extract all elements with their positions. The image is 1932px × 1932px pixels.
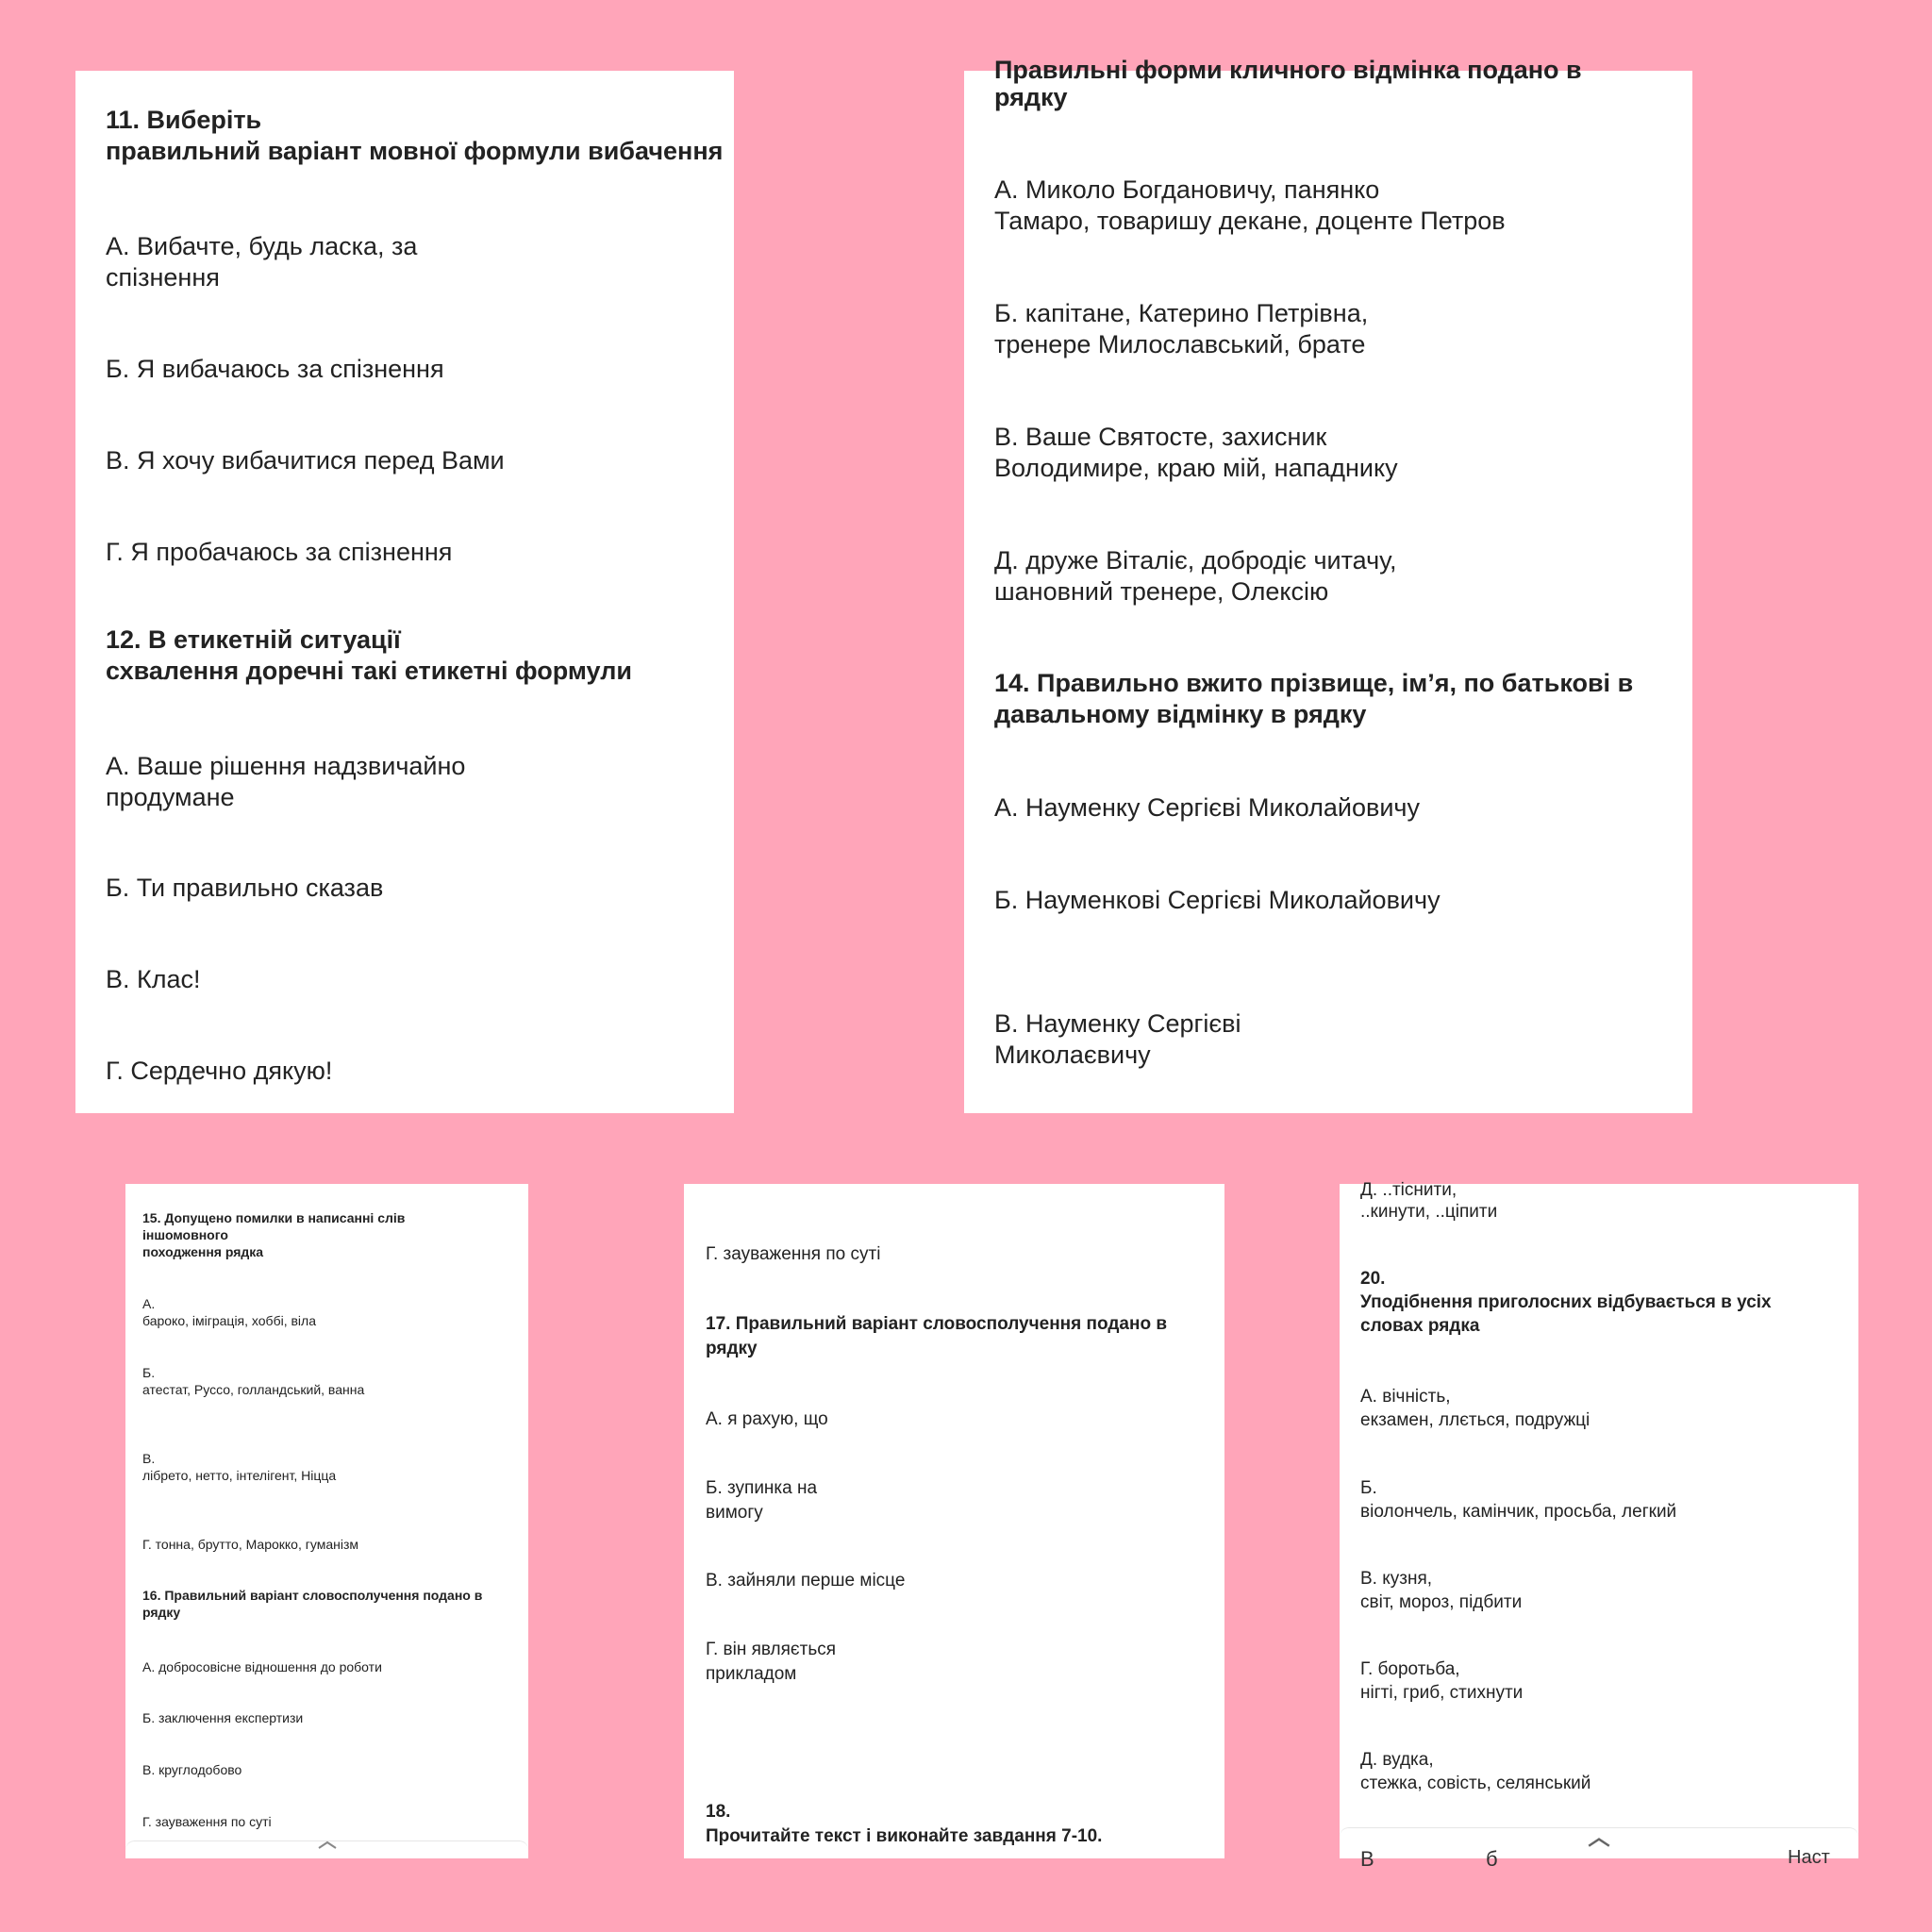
q19-option-d-cut: Д. ..тіснити, bbox=[1360, 1180, 1457, 1200]
question-12-title: 12. В етикетній ситуації схвалення доречні такі етикетні формули bbox=[106, 625, 632, 685]
q15-option-h[interactable]: Г. тонна, брутто, Марокко, гуманізм bbox=[142, 1537, 358, 1552]
question-17-title: 17. Правильний варіант словосполучення подано в рядку bbox=[706, 1314, 1168, 1358]
q13-option-d[interactable]: Д. друже Віталіє, добродіє читачу, шановний тренере, Олексію bbox=[994, 546, 1397, 606]
q17-option-h[interactable]: Г. він являється прикладом bbox=[706, 1640, 837, 1684]
panel-questions-15-16 bbox=[125, 1184, 528, 1858]
q20-option-d[interactable]: Д. вудка, стежка, совість, селянський bbox=[1360, 1750, 1591, 1793]
q13-option-b[interactable]: Б. капітане, Катерино Петрівна, тренере Милославський, брате bbox=[994, 299, 1369, 358]
q16-option-v[interactable]: В. круглодобово bbox=[142, 1762, 242, 1777]
q12-option-h[interactable]: Г. Сердечно дякую! bbox=[106, 1057, 333, 1085]
bottom-navigation-bar[interactable] bbox=[1340, 1827, 1858, 1871]
q11-option-a[interactable]: А. Вибачте, будь ласка, за спізнення bbox=[106, 232, 418, 291]
bottom-mid-cut-label: б bbox=[1486, 1847, 1498, 1871]
q20-option-h[interactable]: Г. боротьба, нігті, гриб, стихнути bbox=[1360, 1659, 1524, 1703]
q17-option-a[interactable]: А. я рахую, що bbox=[706, 1409, 828, 1429]
q11-option-b[interactable]: Б. Я вибачаюсь за спізнення bbox=[106, 355, 444, 383]
question-13-title-tail: рядку bbox=[994, 83, 1068, 111]
q14-option-b[interactable]: Б. Науменкові Сергієві Миколайовичу bbox=[994, 886, 1441, 914]
question-14-title: 14. Правильно вжито прізвище, ім’я, по батькові в давальному відмінку в рядку bbox=[994, 669, 1634, 728]
q15-option-v[interactable]: В. лібрето, нетто, інтелігент, Ніцца bbox=[142, 1451, 337, 1483]
q11-option-h[interactable]: Г. Я пробачаюсь за спізнення bbox=[106, 538, 453, 566]
q12-option-v[interactable]: В. Клас! bbox=[106, 965, 201, 993]
q16-option-h[interactable]: Г. зауваження по суті bbox=[142, 1814, 272, 1829]
question-16-title: 16. Правильний варіант словосполучення подано в рядку bbox=[142, 1588, 483, 1620]
bottom-sheet-handle[interactable] bbox=[125, 1840, 528, 1858]
q14-option-a[interactable]: А. Науменку Сергієві Миколайовичу bbox=[994, 793, 1420, 822]
panel-questions-17-18 bbox=[684, 1184, 1224, 1858]
q20-option-b[interactable]: Б. віолончель, камінчик, просьба, легкий bbox=[1360, 1478, 1677, 1522]
q12-option-a[interactable]: А. Ваше рішення надзвичайно продумане bbox=[106, 752, 466, 811]
q17-option-b[interactable]: Б. зупинка на вимогу bbox=[706, 1478, 818, 1523]
q11-option-v[interactable]: В. Я хочу вибачитися перед Вами bbox=[106, 446, 505, 475]
question-18-title: 18. Прочитайте текст і виконайте завдання 7-10. bbox=[706, 1802, 1103, 1846]
q19-option-d-tail[interactable]: ..кинути, ..ціпити bbox=[1360, 1202, 1498, 1222]
q17-option-v[interactable]: В. зайняли перше місце bbox=[706, 1571, 906, 1591]
q12-option-b[interactable]: Б. Ти правильно сказав bbox=[106, 874, 384, 902]
q15-option-b[interactable]: Б. атестат, Руссо, голландський, ванна bbox=[142, 1365, 365, 1397]
q13-option-a[interactable]: А. Миколо Богдановичу, панянко Тамаро, товаришу декане, доценте Петров bbox=[994, 175, 1506, 235]
q16-option-b[interactable]: Б. заключення експертизи bbox=[142, 1710, 304, 1725]
q16-option-a[interactable]: А. добросовісне відношення до роботи bbox=[142, 1659, 382, 1674]
q14-option-v[interactable]: В. Науменку Сергієві Миколаєвичу bbox=[994, 1009, 1241, 1069]
panel-questions-13-14 bbox=[964, 56, 1692, 1113]
panel-questions-11-12 bbox=[75, 71, 734, 1113]
q20-option-a[interactable]: А. вічність, екзамен, ллється, подружці bbox=[1360, 1387, 1591, 1430]
bottom-left-cut-label: В bbox=[1360, 1847, 1374, 1871]
next-button-cut[interactable]: Наст bbox=[1788, 1847, 1830, 1868]
q15-option-a[interactable]: А. бароко, іміграція, хоббі, віла bbox=[142, 1296, 316, 1328]
q13-option-v[interactable]: В. Ваше Святосте, захисник Володимире, краю мій, нападнику bbox=[994, 423, 1398, 482]
question-20-title: 20. Уподібнення приголосних відбувається в усіх словах рядка bbox=[1360, 1269, 1772, 1336]
panel-questions-19-20 bbox=[1340, 1180, 1858, 1871]
chevron-up-icon[interactable] bbox=[1585, 1836, 1613, 1847]
question-15-title: 15. Допущено помилки в написанні слів іншомовного походження рядка bbox=[142, 1210, 406, 1259]
question-13-title-cut: Правильні форми кличного відмінка подано в bbox=[994, 56, 1582, 84]
q20-option-v[interactable]: В. кузня, світ, мороз, підбити bbox=[1360, 1569, 1523, 1612]
q16-option-h-repeat[interactable]: Г. зауваження по суті bbox=[706, 1244, 881, 1264]
chevron-up-icon[interactable] bbox=[317, 1840, 338, 1849]
question-11-title: 11. Виберіть правильний варіант мовної формули вибачення bbox=[106, 106, 724, 165]
